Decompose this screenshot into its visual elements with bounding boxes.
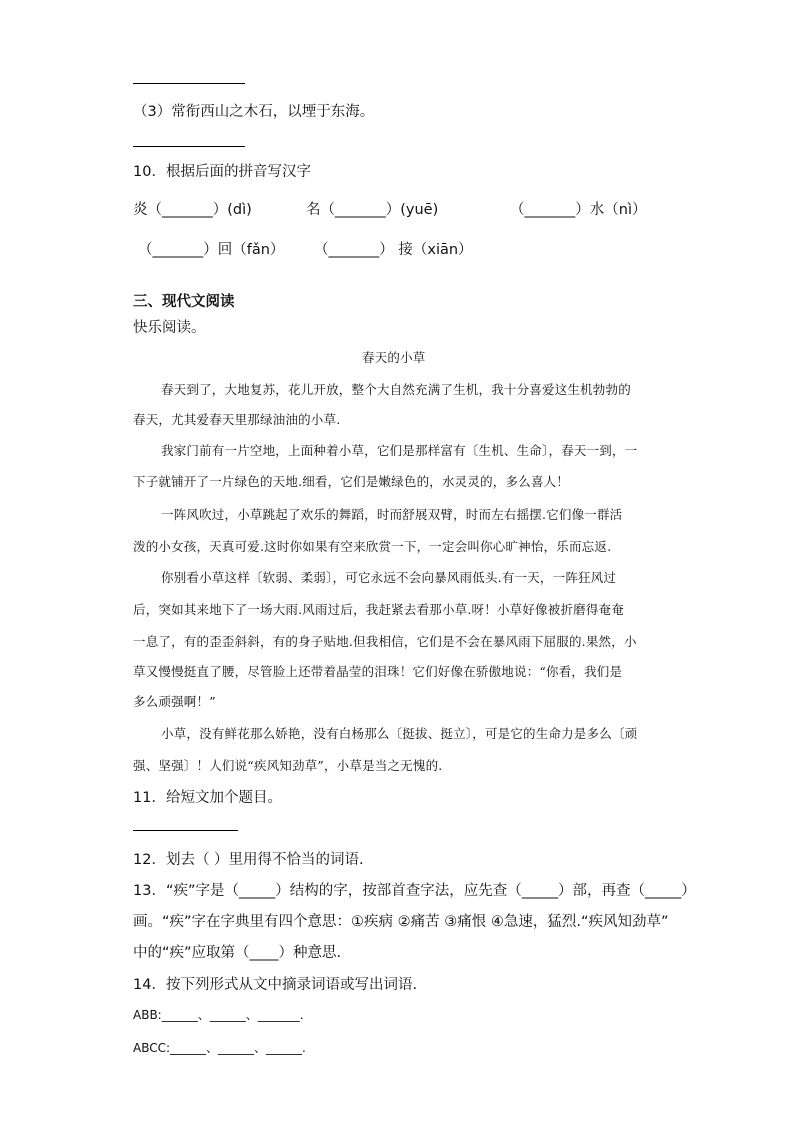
q14-abb: ABB:______、______、_______. (133, 1008, 304, 1022)
blank[interactable]: _______ (162, 202, 213, 218)
story-line: 小草，没有鲜花那么娇艳，没有白杨那么〔挺拔、挺立〕，可是它的生命力是多么〔顽 (161, 726, 638, 741)
story-line: 泼的小女孩，天真可爱.这时你如果有空来欣赏一下，一定会叫你心旷神怡，乐而忘返. (133, 539, 612, 554)
item-suffix: ） 接（xiān） (379, 242, 473, 258)
story-line: 后，突如其来地下了一场大雨.风雨过后，我赶紧去看那小草.呀！小草好像被折磨得奄奄 (133, 602, 624, 617)
blank[interactable]: _______ (152, 242, 204, 258)
answer-line (133, 830, 238, 831)
answer-line (133, 146, 245, 147)
q13-line: 中的“疾”应取第（____）种意思. (133, 945, 342, 961)
q10-item-xian (314, 238, 473, 259)
story-title: 春天的小草 (362, 350, 426, 365)
story-line: 下子就铺开了一片绿色的天地.细看，它们是嫩绿色的，水灵灵的，多么喜人！ (133, 474, 569, 489)
q13-line: 画。“疾”字在字典里有四个意思：①疾病 ②痛苦 ③痛恨 ④急速，猛烈.“疾风知劲草” (133, 914, 669, 930)
answer-line (133, 83, 245, 84)
item-suffix: ）(yuē) (385, 202, 439, 218)
q14-abcc: ABCC:______、______、______. (133, 1041, 306, 1055)
q10-item-ni (510, 198, 646, 219)
story-line: 草又慢慢挺直了腰，尽管脸上还带着晶莹的泪珠！它们好像在骄傲地说：“你看，我们是 (133, 664, 623, 679)
story-line: 春天，尤其爱春天里那绿油油的小草. (133, 412, 341, 427)
item-suffix: ）水（nì） (575, 202, 647, 218)
item-prefix: 名（ (306, 202, 335, 218)
story-line: 一息了，有的歪歪斜斜，有的身子贴地.但我相信，它们是不会在暴风雨下屈服的.果然，小 (133, 634, 637, 649)
item-prefix: （ (510, 202, 525, 218)
section-heading: 三、现代文阅读 (133, 294, 235, 310)
q11: 11．给短文加个题目。 (133, 790, 282, 806)
blank[interactable]: _______ (524, 202, 576, 218)
q10-item-yue (306, 198, 438, 219)
item-prefix: （ (314, 242, 329, 258)
blank[interactable]: _______ (335, 202, 386, 218)
q12: 12．划去（ ）里用得不恰当的词语. (133, 852, 364, 868)
q13-line: 13．“疾”字是（_____）结构的字，按部首查字法，应先查（_____）部，再查（_____） (133, 883, 696, 899)
story-line: 我家门前有一片空地，上面种着小草，它们是那样富有〔生机、生命〕，春天一到，一 (161, 443, 638, 458)
section-intro: 快乐阅读。 (133, 320, 206, 336)
story-line: 强、坚强〕！人们说“疾风知劲草”，小草是当之无愧的. (133, 758, 443, 773)
q9-item-3: （3）常衔西山之木石，以堙于东海。 (133, 104, 375, 120)
item-prefix: 炎（ (133, 202, 162, 218)
item-prefix: （ (138, 242, 153, 258)
q10-title: 10．根据后面的拼音写汉字 (133, 164, 311, 180)
story-line: 多么顽强啊！” (133, 694, 216, 709)
q10-item-fan (138, 238, 284, 259)
story-line: 一阵风吹过，小草跳起了欢乐的舞蹈，时而舒展双臂，时而左右摇摆.它们像一群活 (161, 507, 623, 522)
story-line: 春天到了，大地复苏，花儿开放，整个大自然充满了生机，我十分喜爱这生机勃勃的 (161, 382, 631, 397)
blank[interactable]: _______ (328, 242, 380, 258)
item-suffix: ）(dì) (212, 202, 252, 218)
q10-item-di (133, 198, 252, 219)
q14-title: 14．按下列形式从文中摘录词语或写出词语. (133, 977, 418, 993)
item-suffix: ）回（fǎn） (203, 242, 285, 258)
story-line: 你别看小草这样〔软弱、柔弱〕，可它永远不会向暴风雨低头.有一天，一阵狂风过 (161, 570, 617, 585)
